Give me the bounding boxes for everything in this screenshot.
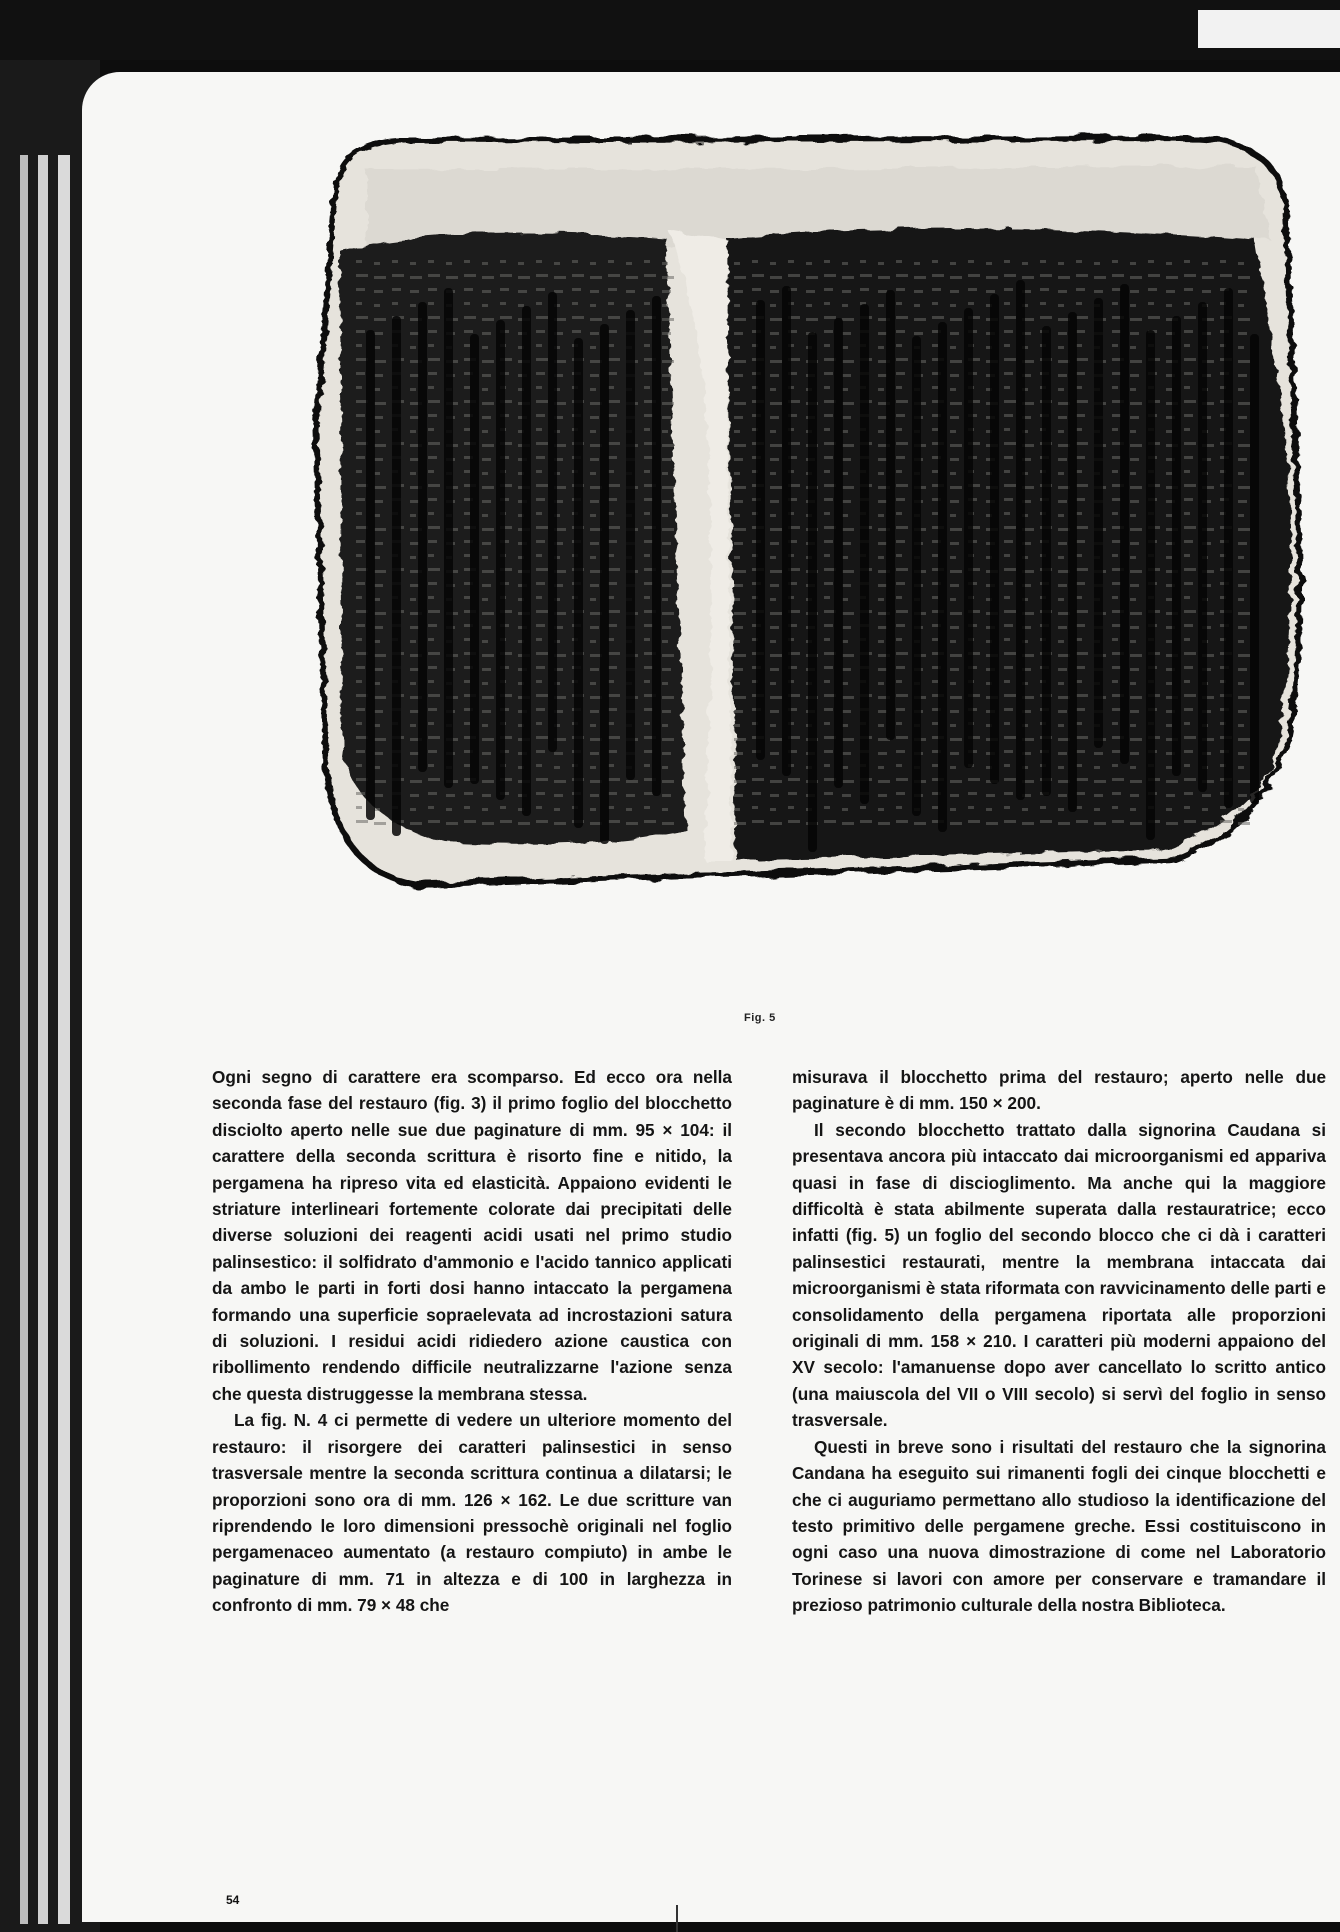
scan-corner-mark bbox=[1198, 10, 1340, 48]
paragraph: Il secondo blocchetto trattato dalla signorina Caudana si presentava ancora più intaccato dai microorganismi ed appariva quasi in fase di discioglimento. Ma anche qui la maggiore difficoltà è stata abilmente superata dalla restauratrice; ecco infatti (fig. 5) un foglio del secondo blocco che ci dà i caratteri palinsestici restaurati, mentre la membrana intaccata dai microorganismi è stata riformata con ravvicinamento delle parti e consolidamento della pergamena riportata alle proporzioni originali di mm. 158 × 210. I caratteri più moderni appaiono del XV secolo: l'amanuense dopo aver cancellato lo scritto antico (una maiuscola del VII o VIII secolo) si servì del foglio in senso trasversale. bbox=[792, 1119, 1326, 1431]
paragraph: Questi in breve sono i risultati del restauro che la signorina Candana ha eseguito sui rimanenti fogli dei cinque blocchetti e che ci auguriamo permettano allo studioso la identificazione del testo primitivo delle pergamene greche. Essi costituiscono in ogni caso una nuova dimostrazione di come nel Laboratorio Torinese si lavori con amore per conservare e tramandare il prezioso patrimonio culturale della nostra Biblioteca. bbox=[792, 1436, 1326, 1616]
text-column-left bbox=[212, 1064, 732, 1619]
figure-caption: Fig. 5 bbox=[744, 1012, 776, 1024]
palimpsest-parchment-leaf bbox=[296, 130, 1308, 920]
text-column-right bbox=[792, 1064, 1326, 1619]
paragraph: misurava il blocchetto prima del restauro; aperto nelle due paginature è di mm. 150 × 200. bbox=[792, 1067, 1326, 1114]
paragraph: La fig. N. 4 ci permette di vedere un ulteriore momento del restauro: il risorgere dei caratteri palinsestici in senso trasversale mentre la seconda scrittura continua a dilatarsi; le proporzioni sono ora di mm. 126 × 162. Le due scritture van riprendendo le loro dimensioni pressochè originali nel foglio pergamenaceo aumentato (a restauro compiuto) in ambe le paginature di mm. 71 in altezza e di 100 in larghezza in confronto di mm. 79 × 48 che bbox=[212, 1410, 732, 1616]
scan-artifact bbox=[676, 1905, 678, 1932]
page-number: 54 bbox=[226, 1893, 240, 1907]
paragraph: Ogni segno di carattere era scomparso. Ed ecco ora nella seconda fase del restauro (fig. 3) il primo foglio del blocchetto disciolto aperto nelle sue due paginature di mm. 95 × 104: il carattere della seconda scrittura è risorto fine e nitido, la pergamena ha ripreso vita ed elasticità. Appaiono evidenti le striature interlineari fortemente colorate dai precipitati delle diverse soluzioni dei reagenti acidi usati nel primo studio palinsestico: il solfidrato d'ammonio e l'acido tannico applicati da ambo le parti in forti dosi hanno intaccato la pergamena formando una superficie sopraelevata ad incrostazioni satura di soluzioni. I residui acidi ridiedero azione caustica con ribollimento rendendo difficile neutralizzarne l'azione senza che questa distruggesse la membrana stessa. bbox=[212, 1067, 732, 1404]
palimpsest-figure bbox=[296, 130, 1308, 920]
scan-top-border bbox=[0, 0, 1340, 60]
